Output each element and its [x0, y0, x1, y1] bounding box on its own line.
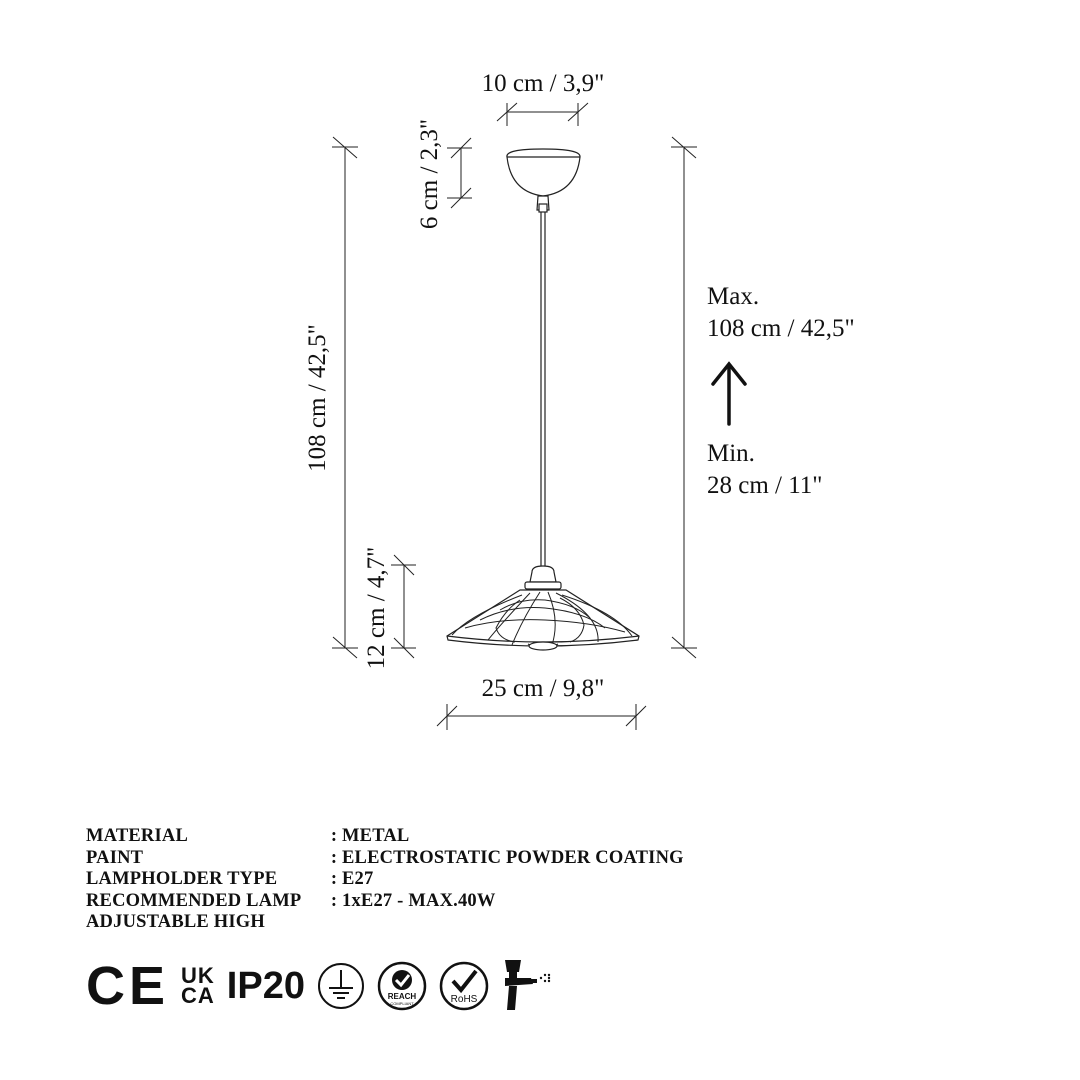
arrow-up-icon — [713, 364, 745, 424]
max-label: Max. — [707, 283, 760, 310]
ce-mark: CE — [86, 956, 170, 1016]
shade-width-label: 25 cm / 9,8" — [481, 675, 605, 702]
spec-row-recommended-lamp — [86, 891, 684, 913]
ukca-top: UK — [181, 963, 215, 988]
shade-outline — [447, 590, 639, 646]
spec-colon: : — [330, 826, 338, 846]
spec-row-material — [86, 826, 684, 848]
spec-colon: : — [330, 890, 338, 911]
spec-row-lampholder — [86, 869, 684, 891]
spec-key: RECOMMENDED LAMP — [86, 890, 302, 911]
reach-text: REACH — [387, 992, 417, 1001]
spec-key: MATERIAL — [86, 826, 188, 846]
ground-icon — [317, 962, 365, 1010]
canopy — [507, 149, 580, 196]
spec-colon: : — [330, 869, 338, 889]
canopy-width-label: 10 cm / 3,9" — [481, 70, 605, 97]
shade-height-label: 12 cm / 4,7" — [363, 546, 390, 670]
spec-key: ADJUSTABLE HIGH — [86, 912, 265, 932]
canopy-height-label: 6 cm / 2,3" — [416, 118, 443, 230]
ukca-bottom: CA — [181, 983, 215, 1008]
ukca-mark — [181, 963, 215, 1008]
spec-row-adjustable — [86, 912, 684, 934]
spec-key: LAMPHOLDER TYPE — [86, 869, 278, 889]
spec-key: PAINT — [86, 847, 144, 868]
spray-gun-icon — [501, 958, 553, 1014]
certification-bar — [86, 958, 553, 1014]
spec-value: METAL — [342, 826, 410, 846]
min-label: Min. — [707, 440, 755, 467]
total-height-label: 108 cm / 42,5" — [304, 324, 331, 472]
spec-table — [86, 826, 684, 934]
lamp-illustration — [447, 149, 639, 650]
spec-colon: : — [330, 847, 338, 868]
min-value: 28 cm / 11" — [707, 472, 823, 499]
reach-icon — [377, 961, 427, 1011]
reach-subtext: COMPLIANT — [390, 1001, 414, 1006]
rohs-icon — [439, 961, 489, 1011]
rohs-text: RoHS — [450, 994, 478, 1005]
spec-row-paint — [86, 848, 684, 870]
spec-value: 1xE27 - MAX.40W — [342, 890, 496, 911]
max-value: 108 cm / 42,5" — [707, 315, 855, 342]
spec-value: ELECTROSTATIC POWDER COATING — [342, 847, 684, 868]
spec-value: E27 — [342, 869, 374, 889]
ip-rating: IP20 — [226, 965, 305, 1007]
